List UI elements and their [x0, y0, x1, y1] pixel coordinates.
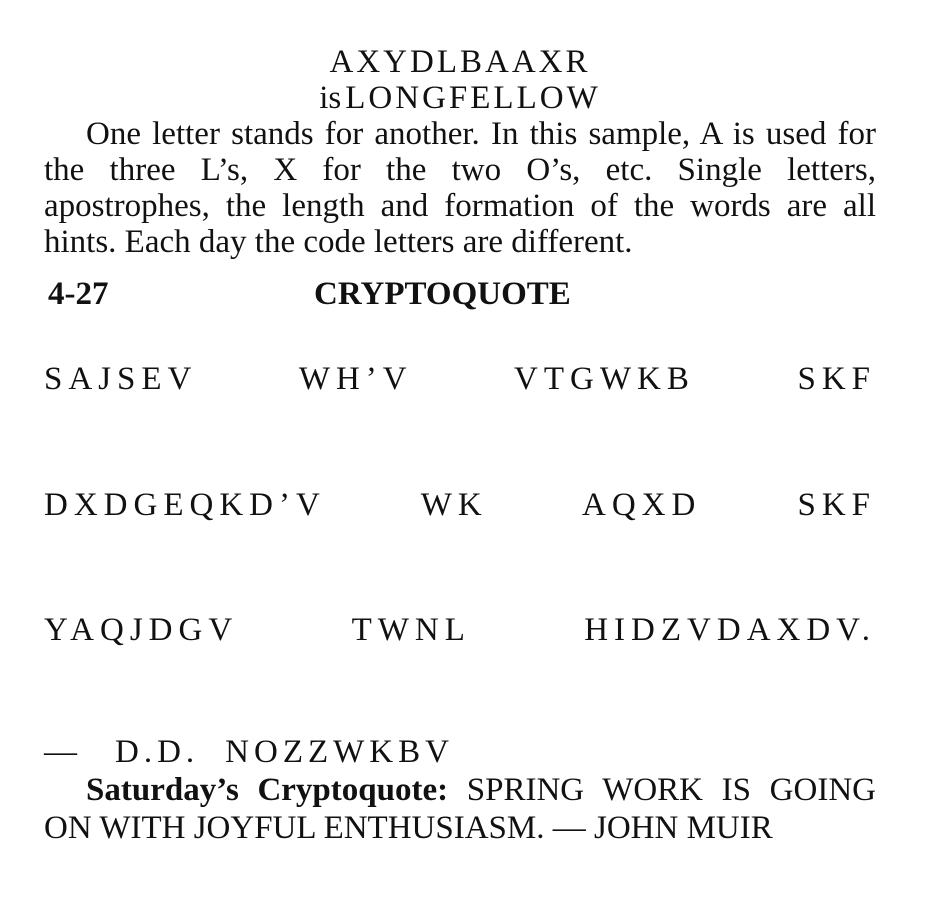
coded-word: DXDGEQKD’V — [44, 487, 326, 523]
sample-decoded-row — [44, 80, 876, 116]
coded-line-2 — [44, 485, 876, 525]
puzzle-date: 4-27 — [48, 276, 109, 312]
previous-answer-label: Saturday’s Cryptoquote: — [86, 772, 449, 808]
coded-word: SKF — [797, 487, 877, 523]
coded-author-line — [44, 733, 876, 771]
puzzle-header — [44, 272, 876, 316]
coded-word: YAQJDGV — [44, 612, 238, 648]
coded-word: HIDZVDAXDV. — [584, 612, 877, 648]
author-dash: — — [44, 734, 77, 770]
sample-is-word: is — [319, 80, 342, 116]
instructions-paragraph: One letter stands for another. In this sample, A is used for the three L’s, X for the two O’s, etc. Single letters, apostrophes, the length and formation of the words are all hints. Each day the code letters are different. — [44, 116, 876, 260]
sample-coded-word: AXYDLBAAXR — [329, 44, 591, 80]
coded-word: TWNL — [351, 612, 470, 648]
previous-answer-paragraph — [44, 771, 876, 847]
coded-word: WH’V — [298, 361, 413, 397]
coded-line-1 — [44, 359, 876, 399]
coded-author-initials: D.D. — [115, 734, 200, 770]
sample-decoded-word: LONGFELLOW — [345, 80, 601, 116]
coded-line-3 — [44, 610, 876, 650]
cryptoquote-column — [44, 44, 876, 847]
coded-word: WK — [420, 487, 488, 523]
puzzle-title: CRYPTOQUOTE — [314, 276, 571, 312]
coded-word: SKF — [797, 361, 877, 397]
coded-author-name: NOZZWKBV — [225, 734, 454, 770]
coded-word: AQXD — [582, 487, 702, 523]
coded-word: VTGWKB — [514, 361, 695, 397]
previous-answer-text: SPRING WORK IS GOING ON WITH JOYFUL ENTHUSIASM. — JOHN MUIR — [44, 772, 876, 846]
coded-word: SAJSEV — [44, 361, 197, 397]
sample-block — [44, 44, 876, 116]
